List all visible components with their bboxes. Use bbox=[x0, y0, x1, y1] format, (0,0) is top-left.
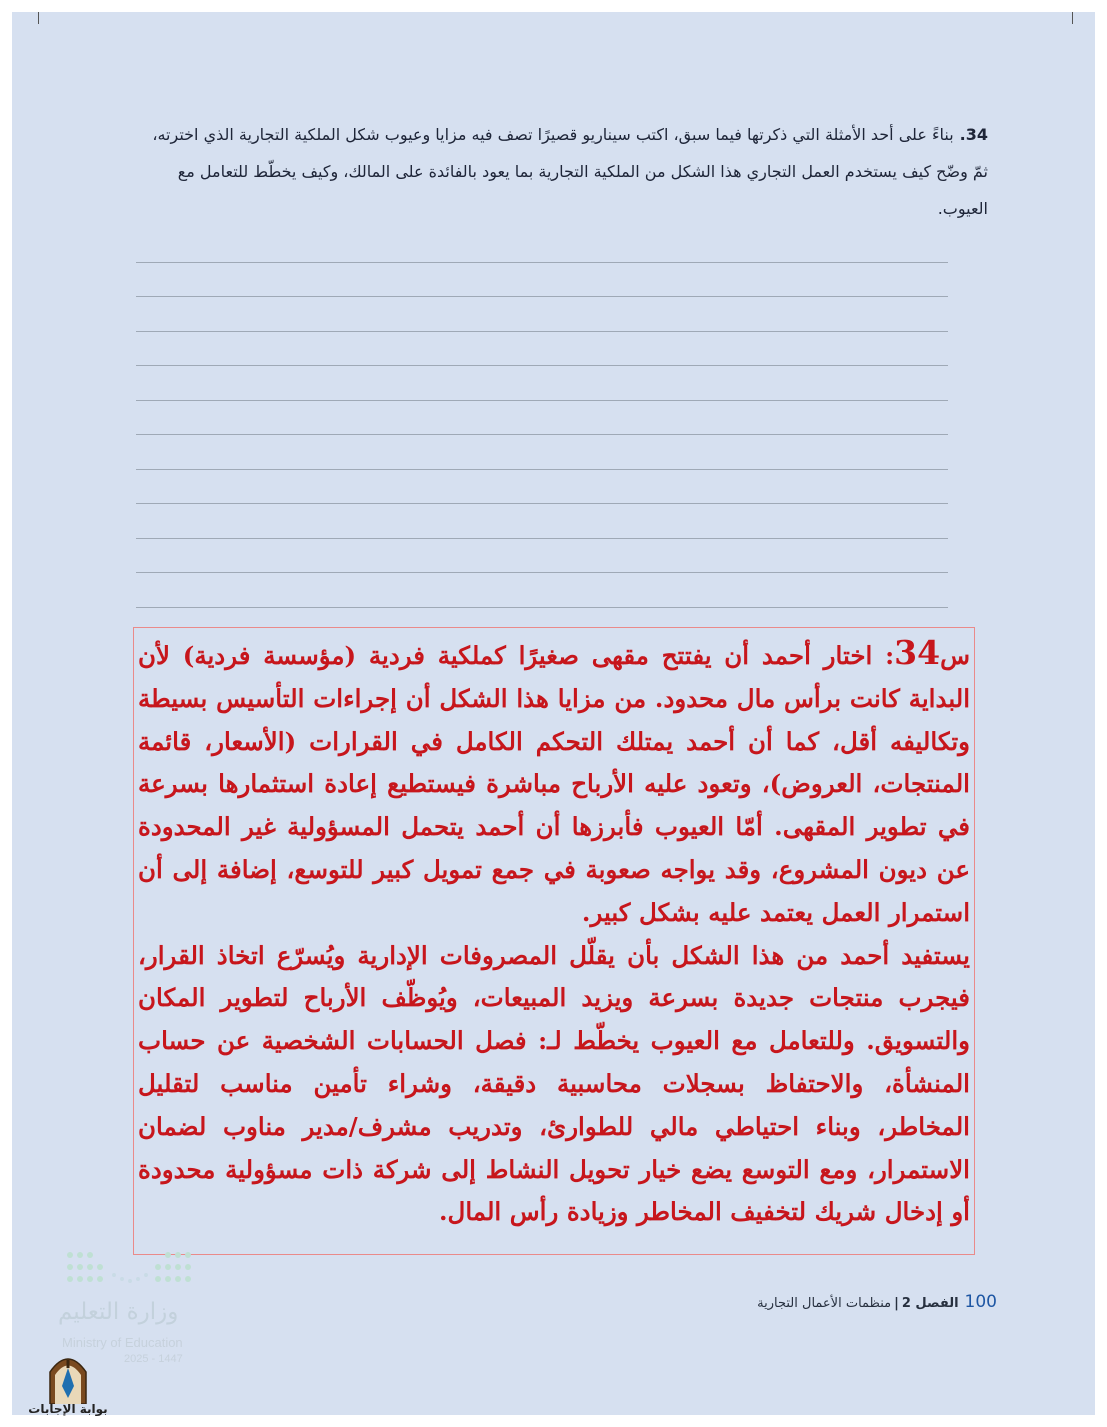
writing-line bbox=[136, 435, 948, 470]
answer-text bbox=[134, 632, 974, 1234]
page-footer bbox=[757, 1292, 997, 1312]
ministry-year: 2025 - 1447 bbox=[124, 1353, 183, 1365]
ministry-arabic-name: وزارة التعليم bbox=[58, 1299, 179, 1325]
crop-mark bbox=[38, 12, 39, 24]
ministry-logo bbox=[58, 1245, 208, 1365]
footer-separator: | bbox=[894, 1296, 899, 1311]
answer-paragraph-2: يستفيد أحمد من هذا الشكل بأن يقلّل المصروفات الإدارية ويُسرّع اتخاذ القرار، فيجرب منتجات جديدة بسرعة ويزيد المبيعات، ويُوظّف الأرباح لتطوير المكان والتسويق. وللتعامل مع العيوب يخطّط لـ: فصل الحسابات الشخصية عن حساب المنشأة، والاحتفاظ بسجلات محاسبية دقيقة، وشراء تأمين مناسب لتقليل المخاطر، وبناء احتياطي مالي للطوارئ، وتدريب مشرف/مدير مناوب لضمان الاستمرار، ومع التوسع يضع خيار تحويل النشاط إلى شركة ذات مسؤولية محدودة أو إدخال شريك لتخفيف المخاطر وزيادة رأس المال. bbox=[138, 940, 970, 1227]
answer-lines bbox=[136, 228, 948, 608]
question-34 bbox=[148, 116, 988, 227]
chapter-title: منظمات الأعمال التجارية bbox=[757, 1296, 892, 1311]
writing-line bbox=[136, 263, 948, 298]
ministry-english-name: Ministry of Education bbox=[62, 1335, 183, 1350]
question-text: بناءً على أحد الأمثلة التي ذكرتها فيما سبق، اكتب سيناريو قصيرًا تصف فيه مزايا وعيوب شكل الملكية التجارية الذي اخترته، ثمّ وضّح كيف يستخدم العمل التجاري هذا الشكل من الملكية التجارية بما يعود بالفائدة على المالك، وكيف يخطّط للتعامل مع العيوب. bbox=[152, 125, 988, 218]
writing-line bbox=[136, 366, 948, 401]
page-number: 100 bbox=[964, 1292, 997, 1312]
dots-pattern-icon bbox=[58, 1245, 208, 1295]
writing-line bbox=[136, 332, 948, 367]
watermark-text: بوابة الإجابات bbox=[28, 1402, 108, 1416]
writing-line bbox=[136, 401, 948, 436]
chapter-label: الفصل 2 bbox=[901, 1296, 959, 1311]
writing-line bbox=[136, 297, 948, 332]
crop-mark bbox=[1072, 12, 1073, 24]
answer-paragraph-1-text: : اختار أحمد أن يفتتح مقهى صغيرًا كملكية فردية (مؤسسة فردية) لأن البداية كانت برأس مال محدود. من مزايا هذا الشكل أن إجراءات التأسيس بسيطة وتكاليفه أقل، كما أن أحمد يمتلك التحكم الكامل في القرارات (الأسعار، قائمة المنتجات، العروض)، وتعود عليه الأرباح مباشرة فيستطيع إعادة استثمارها بسرعة في تطوير المقهى. أمّا العيوب فأبرزها أن أحمد يتحمل المسؤولية غير المحدودة عن ديون المشروع، وقد يواجه صعوبة في جمع تمويل كبير للتوسع، إضافة إلى أن استمرار العمل يعتمد عليه بشكل كبير. bbox=[138, 641, 970, 927]
writing-line bbox=[136, 470, 948, 505]
question-number: 34. bbox=[959, 125, 988, 144]
answer-number: 34 bbox=[894, 633, 941, 672]
writing-line bbox=[136, 504, 948, 539]
writing-line bbox=[136, 539, 948, 574]
writing-line bbox=[136, 573, 948, 608]
answer-paragraph-1 bbox=[138, 632, 970, 935]
answer-box bbox=[133, 627, 975, 1255]
answer-prefix: س bbox=[940, 641, 970, 670]
dome-pen-icon bbox=[28, 1348, 108, 1404]
writing-line bbox=[136, 228, 948, 263]
answers-portal-watermark bbox=[28, 1348, 108, 1427]
